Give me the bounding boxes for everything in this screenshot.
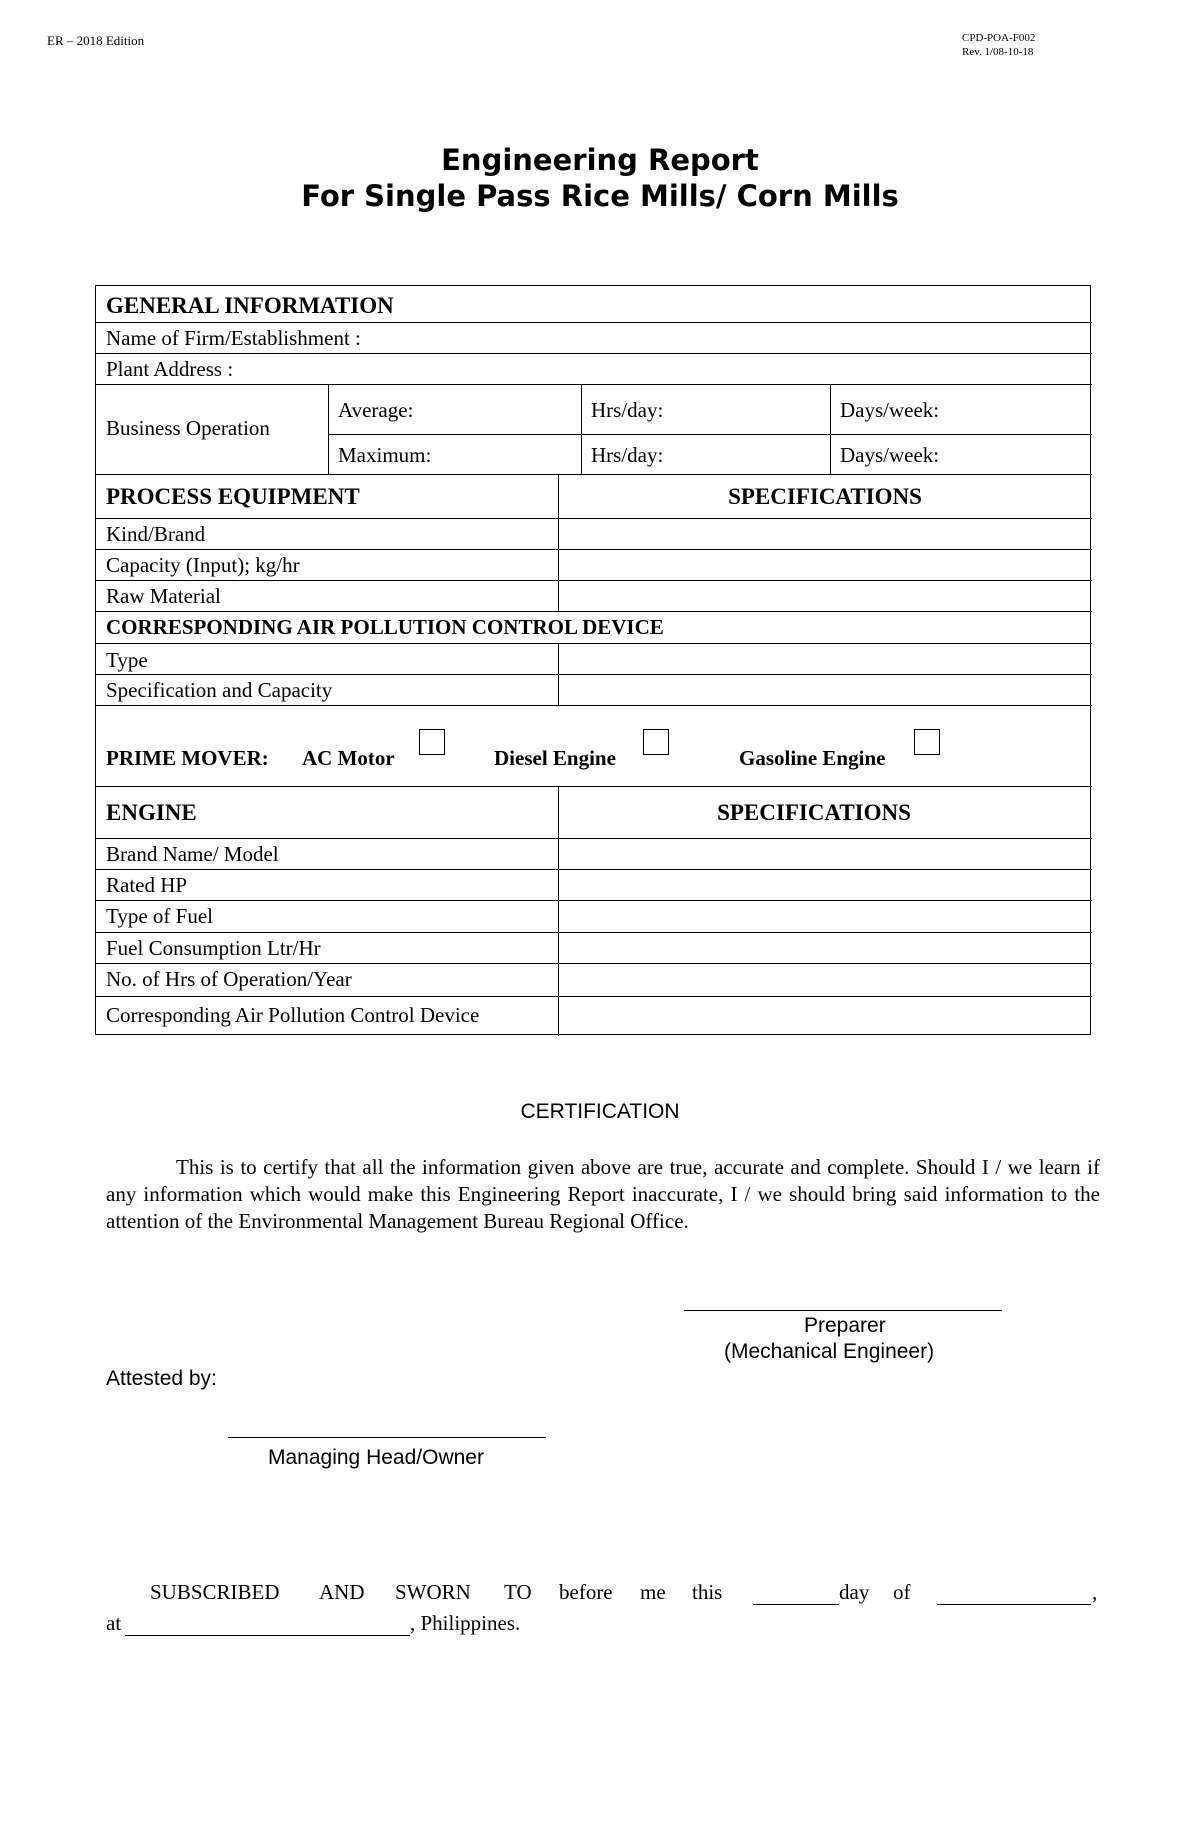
- brand-model-label: Brand Name/ Model: [106, 842, 279, 866]
- average-hrs-label: Hrs/day:: [591, 398, 664, 422]
- certification-text: [106, 1154, 1100, 1235]
- maximum-hrs-label: Hrs/day:: [591, 443, 664, 467]
- sworn-line-2: [106, 1611, 1100, 1639]
- gasoline-engine-checkbox[interactable]: [914, 729, 940, 755]
- sworn-word-6: me: [640, 1580, 666, 1604]
- sworn-line-1: [106, 1580, 1100, 1608]
- certification-body: This is to certify that all the information given above are true, accurate and complete. Should I / we learn if any information which would make this Engineering Report inaccurate, I / we should bring said information to the attention of the Environmental Management Bureau Regional Office.: [106, 1155, 1100, 1233]
- head-signature-line: [228, 1437, 546, 1438]
- sworn-word-4: TO: [504, 1580, 532, 1604]
- sworn-word-2: AND: [319, 1580, 365, 1604]
- attested-label: Attested by:: [106, 1367, 217, 1390]
- raw-material-label: Raw Material: [106, 584, 221, 608]
- place-blank[interactable]: [125, 1635, 410, 1636]
- certification-heading: CERTIFICATION: [520, 1100, 680, 1123]
- diesel-engine-checkbox[interactable]: [643, 729, 669, 755]
- average-days-label: Days/week:: [840, 398, 940, 422]
- engineering-report-form: [95, 285, 1091, 1035]
- day-word: day: [839, 1580, 870, 1604]
- title-line-2: For Single Pass Rice Mills/ Corn Mills: [301, 179, 899, 213]
- sworn-word-7: this: [692, 1580, 723, 1604]
- gasoline-engine-label: Gasoline Engine: [739, 746, 886, 770]
- sworn-word-5: before: [559, 1580, 613, 1604]
- prime-mover-label: PRIME MOVER:: [106, 746, 269, 770]
- fuel-consumption-label: Fuel Consumption Ltr/Hr: [106, 936, 321, 960]
- apcd-type-label: Type: [106, 648, 148, 672]
- capacity-label: Capacity (Input); kg/hr: [106, 553, 300, 577]
- revision: Rev. 1/08-10-18: [962, 46, 1034, 58]
- month-blank[interactable]: [937, 1604, 1091, 1605]
- kind-brand-label: Kind/Brand: [106, 522, 206, 546]
- place-suffix: , Philippines.: [410, 1611, 521, 1635]
- apcd-heading: CORRESPONDING AIR POLLUTION CONTROL DEVICE: [106, 615, 664, 639]
- day-blank[interactable]: [753, 1604, 839, 1605]
- of-word: of: [893, 1580, 911, 1604]
- form-code-block: [962, 31, 1035, 59]
- managing-head-label: Managing Head/Owner: [268, 1446, 484, 1469]
- sworn-word-1: SUBSCRIBED: [150, 1580, 280, 1604]
- general-info-heading: GENERAL INFORMATION: [106, 293, 394, 318]
- title-line-1: Engineering Report: [441, 143, 759, 177]
- apcd-spec-label: Specification and Capacity: [106, 678, 333, 702]
- rated-hp-label: Rated HP: [106, 873, 188, 897]
- preparer-label: Preparer: [804, 1314, 886, 1337]
- at-word: at: [106, 1611, 122, 1635]
- sworn-word-3: SWORN: [395, 1580, 471, 1604]
- business-operation-label: Business Operation: [106, 416, 270, 440]
- diesel-engine-label: Diesel Engine: [494, 746, 616, 770]
- engine-apcd-label: Corresponding Air Pollution Control Device: [106, 1003, 480, 1027]
- form-code: CPD-POA-F002: [962, 32, 1036, 44]
- process-equipment-heading: PROCESS EQUIPMENT: [106, 484, 360, 509]
- page-title: [0, 142, 1200, 214]
- average-label: Average:: [338, 398, 414, 422]
- ac-motor-label: AC Motor: [302, 746, 395, 770]
- fuel-type-label: Type of Fuel: [106, 904, 214, 928]
- edition-label: ER – 2018 Edition: [47, 33, 145, 48]
- engine-heading: ENGINE: [106, 800, 197, 825]
- preparer-signature-line: [684, 1310, 1002, 1311]
- process-spec-heading: SPECIFICATIONS: [728, 484, 922, 509]
- ac-motor-checkbox[interactable]: [419, 729, 445, 755]
- preparer-role: (Mechanical Engineer): [724, 1340, 935, 1363]
- plant-address-label: Plant Address :: [106, 357, 234, 381]
- comma: ,: [1092, 1580, 1098, 1604]
- hours-operation-label: No. of Hrs of Operation/Year: [106, 967, 352, 991]
- engine-spec-heading: SPECIFICATIONS: [717, 800, 911, 825]
- maximum-days-label: Days/week:: [840, 443, 940, 467]
- maximum-label: Maximum:: [338, 443, 432, 467]
- firm-name-label: Name of Firm/Establishment :: [106, 326, 361, 350]
